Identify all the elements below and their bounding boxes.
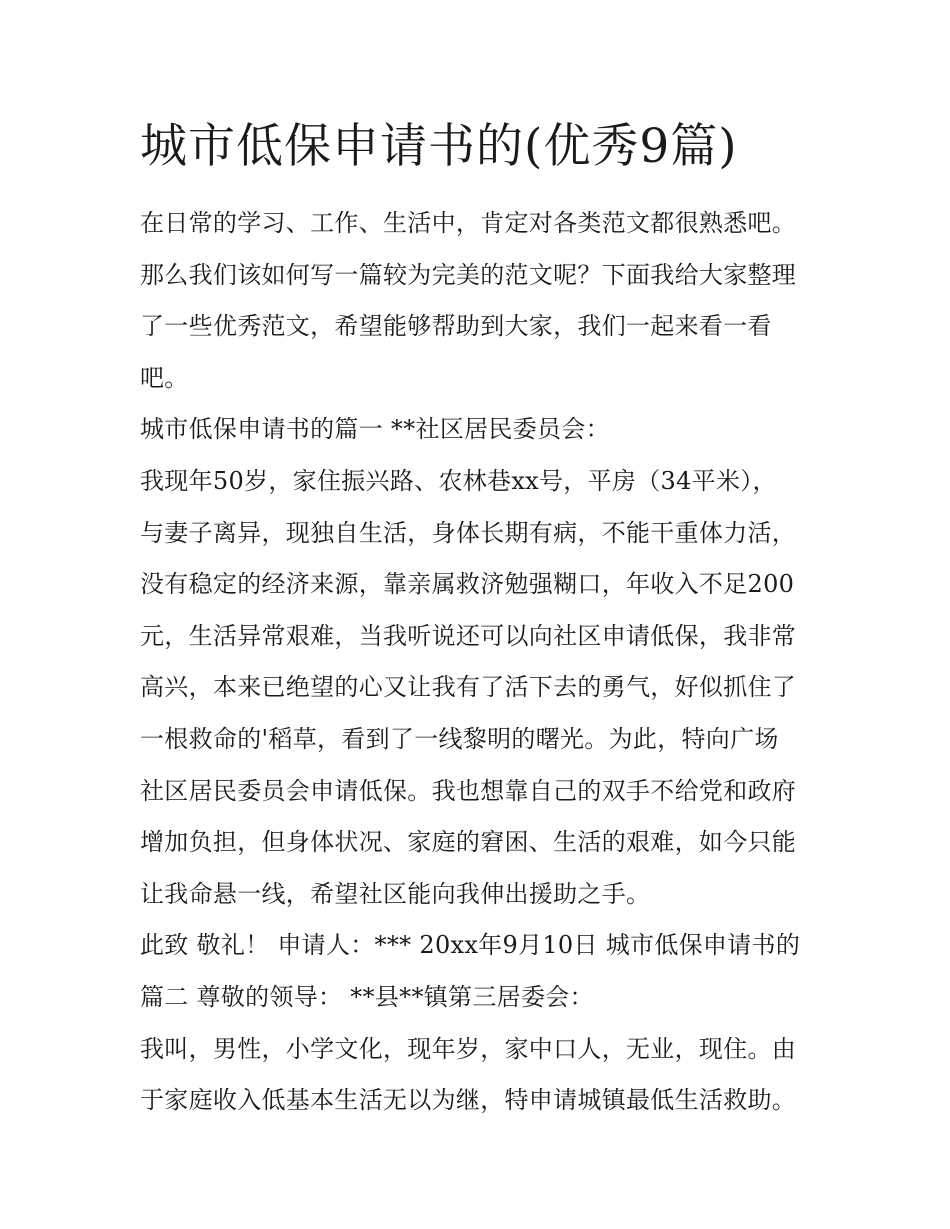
body-line: 在日常的学习、工作、生活中，肯定对各类范文都很熟悉吧。 — [140, 209, 797, 237]
body-line: 那么我们该如何写一篇较为完美的范文呢？下面我给大家整理 — [140, 260, 797, 289]
section-heading-line: 城市低保申请书的篇一 **社区居民委员会： — [140, 415, 610, 444]
document-body — [140, 198, 820, 1127]
body-line: 社区居民委员会申请低保。我也想靠自己的双手不给党和政府 — [140, 776, 797, 805]
section-heading-line: 篇二 尊敬的领导： **县**镇第三居委会： — [140, 982, 594, 1011]
body-line: 吧。 — [140, 363, 189, 392]
body-line: 一根救命的'稻草，看到了一线黎明的曙光。为此，特向广场 — [140, 724, 779, 753]
body-line: 我叫，男性，小学文化，现年岁，家中口人，无业，现住。由 — [140, 1034, 797, 1063]
body-line: 没有稳定的经济来源，靠亲属救济勉强糊口，年收入不足200 — [140, 570, 795, 599]
body-line: 于家庭收入低基本生活无以为继，特申请城镇最低生活救助。 — [140, 1086, 797, 1115]
body-line: 增加负担，但身体状况、家庭的窘困、生活的艰难，如今只能 — [140, 828, 797, 857]
body-line: 元，生活异常艰难，当我听说还可以向社区申请低保，我非常 — [140, 621, 797, 650]
body-line: 与妻子离异，现独自生活，身体长期有病，不能干重体力活， — [140, 518, 797, 547]
body-line: 我现年50岁，家住振兴路、农林巷xx号，平房（34平米）， — [140, 466, 777, 495]
closing-line: 此致 敬礼！ 申请人：*** 20xx年9月10日 城市低保申请书的 — [140, 931, 801, 960]
body-line: 让我命悬一线，希望社区能向我伸出援助之手。 — [140, 879, 651, 908]
body-line: 了一些优秀范文，希望能够帮助到大家，我们一起来看一看 — [140, 312, 772, 341]
document-title: 城市低保申请书的(优秀9篇) — [140, 119, 738, 174]
body-line: 高兴，本来已绝望的心又让我有了活下去的勇气，好似抓住了 — [140, 673, 797, 702]
